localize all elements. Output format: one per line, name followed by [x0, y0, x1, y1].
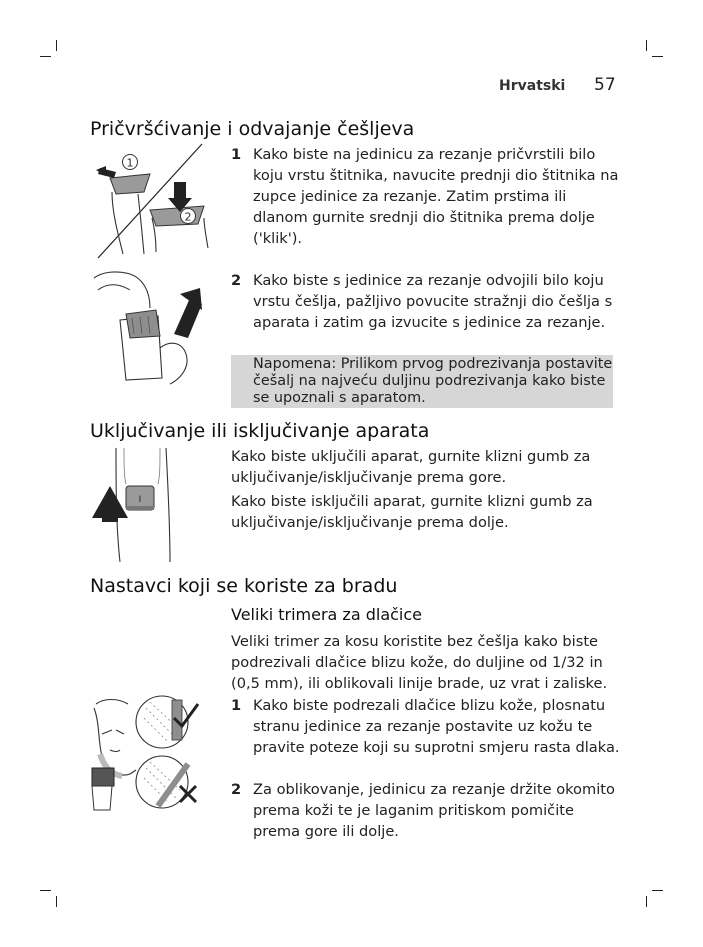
step-number: 1 — [231, 146, 242, 163]
crop-mark — [40, 890, 51, 891]
power-switch-illustration — [90, 446, 215, 564]
attach-comb-illustration — [90, 142, 215, 260]
note-box: Napomena: Prilikom prvog podrezivanja postavite češalj na najveću duljinu podrezivanja kako biste se upoznali s aparatom. — [231, 355, 613, 408]
header-language: Hrvatski — [499, 78, 566, 94]
step-text: Kako biste s jedinice za rezanje odvojili bilo koju vrstu češlja, pažljivo povucite stražnji dio češlja s aparata i zatim ga izvucite s jedinice za rezanje. — [253, 272, 613, 331]
step-number: 2 — [231, 781, 242, 798]
crop-mark — [56, 40, 57, 51]
beard-step-2 — [231, 779, 621, 842]
page-number: 57 — [594, 75, 616, 95]
crop-mark — [40, 56, 51, 57]
figure-marker-1: 1 — [126, 156, 134, 170]
crop-mark — [652, 890, 663, 891]
section-title-attach: Pričvršćivanje i odvajanje češljeva — [90, 118, 415, 140]
subsection-title-trimmer: Veliki trimera za dlačice — [231, 605, 423, 624]
step-text: Za oblikovanje, jedinicu za rezanje držite okomito prema koži te je laganim pritiskom pomičite prema gore ili dolje. — [253, 781, 615, 840]
power-on-text: Kako biste uključili aparat, gurnite klizni gumb za uključivanje/isključivanje prema gore. — [231, 448, 591, 486]
beard-trimming-illustration — [90, 694, 215, 812]
detach-comb-illustration — [90, 268, 215, 386]
crop-mark — [56, 896, 57, 907]
crop-mark — [646, 896, 647, 907]
section-title-beard: Nastavci koji se koriste za bradu — [90, 575, 398, 597]
section-title-power: Uključivanje ili isključivanje aparata — [90, 420, 430, 442]
step-number: 2 — [231, 272, 242, 289]
figure-marker-2: 2 — [184, 210, 192, 224]
beard-step-1 — [231, 695, 621, 758]
step-text: Kako biste na jedinicu za rezanje pričvrstili bilo koju vrstu štitnika, navucite prednji dio štitnika na zupce jedinice za rezanje. Zatim prstima ili dlanom gurnite srednji dio štitnika prema dolje ('klik'). — [253, 146, 619, 247]
svg-text:I: I — [138, 495, 142, 505]
step-text: Kako biste podrezali dlačice blizu kože, plosnatu stranu jedinice za rezanje postavite uz kožu te pravite poteze koji su suprotni smjeru rasta dlaka. — [253, 697, 620, 756]
step-number: 1 — [231, 697, 242, 714]
crop-mark — [652, 56, 663, 57]
crop-mark — [646, 40, 647, 51]
trimmer-intro-text: Veliki trimer za kosu koristite bez češlja kako biste podrezivali dlačice blizu kože, do duljine od 1/32 in (0,5 mm), ili oblikovali linije brade, uz vrat i zaliske. — [231, 633, 608, 692]
attach-step-2 — [231, 270, 621, 333]
attach-step-1 — [231, 144, 621, 249]
power-off-text: Kako biste isključili aparat, gurnite klizni gumb za uključivanje/isključivanje prema dolje. — [231, 493, 593, 531]
